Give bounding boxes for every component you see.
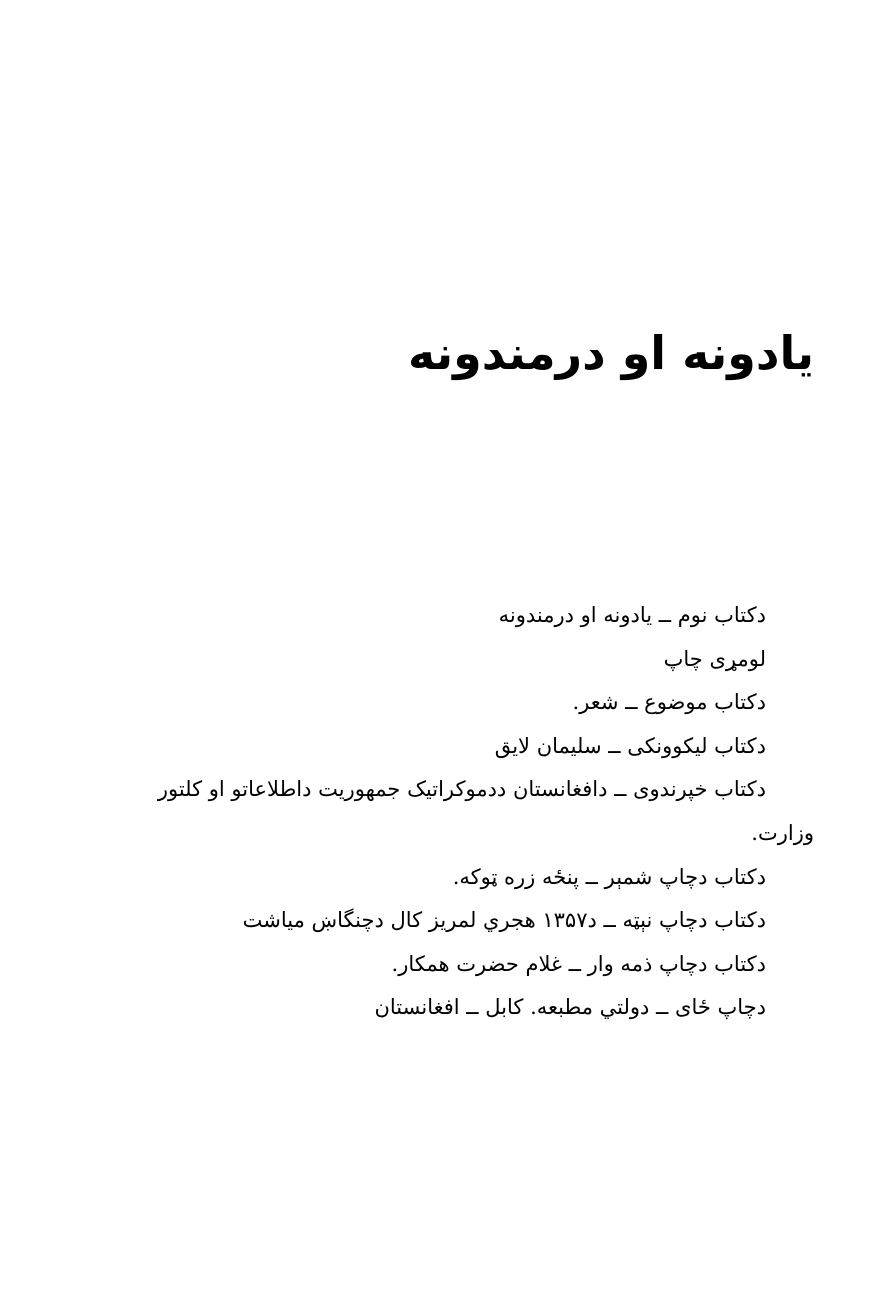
page-title: یادونه او درمندونه — [408, 326, 814, 380]
colophon-publisher-continuation: وزارت. — [751, 820, 814, 845]
colophon-author: دکتاب لیکوونکی ــ سلیمان لایق — [494, 733, 766, 758]
colophon-publisher: دکتاب خپرندوی ــ دافغانستان ددموکراتیک جمهوریت داطلاعاتو او کلتور — [157, 777, 766, 802]
colophon-print-place: دچاپ ځای ــ دولتي مطبعه. کابل ــ افغانستان — [374, 995, 766, 1020]
colophon-print-run: دکتاب دچاپ شمېر ــ پنځه زره ټوکه. — [452, 864, 766, 889]
colophon-print-date: دکتاب دچاپ نېټه ــ د۱۳۵۷ هجري لمریز کال دچنگاښ میاشت — [242, 908, 766, 933]
colophon-list — [114, 594, 814, 1030]
colophon-print-supervisor: دکتاب دچاپ ذمه وار ــ غلام حضرت همکار. — [391, 951, 766, 976]
colophon-book-name: دکتاب نوم ــ یادونه او درمندونه — [498, 603, 766, 627]
colophon-subject: دکتاب موضوع ــ شعر. — [572, 690, 766, 715]
colophon-edition: لومړی چاپ — [663, 646, 766, 671]
